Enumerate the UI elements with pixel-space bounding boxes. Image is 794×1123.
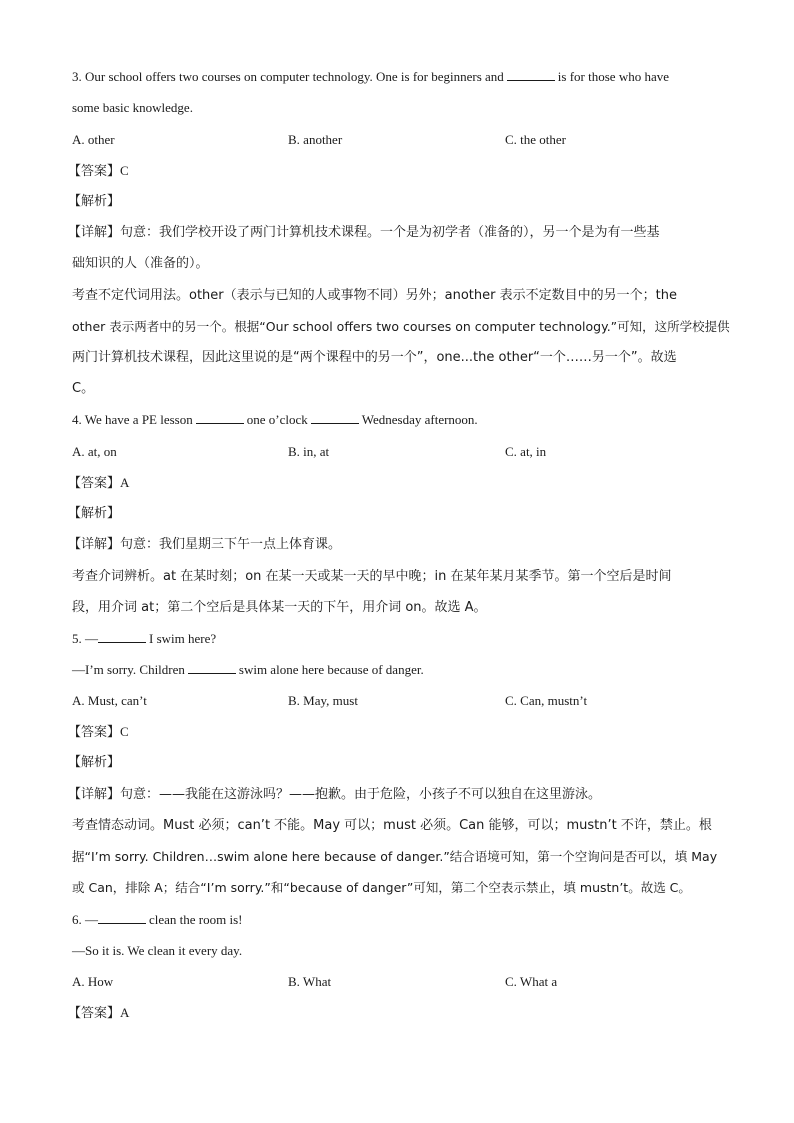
q4-detail-text1: 句意：我们星期三下午一点上体育课。 bbox=[120, 537, 342, 552]
q3-detail-line4: other 表示两者中的另一个。根据“Our school offers two courses on computer technology.”可知，这所学校提供 bbox=[72, 319, 730, 334]
q3-option-b: B. another bbox=[288, 132, 343, 147]
q3-detail-line1 bbox=[68, 225, 660, 241]
q6-answer bbox=[68, 1005, 129, 1022]
q5-detail-line4: 或 Can，排除 A；结合“I’m sorry.”和“because of danger”可知，第二个空表示禁止，填 mustn’t。故选 C。 bbox=[72, 880, 691, 895]
q5-analysis-tag: 【解析】 bbox=[68, 755, 121, 770]
q3-stem-line1 bbox=[72, 69, 669, 85]
q4-option-a: A. at, on bbox=[72, 444, 117, 459]
q3-detail-line3: 考查不定代词用法。other（表示与已知的人或事物不同）另外；another 表示不定数目中的另一个；the bbox=[72, 288, 677, 303]
q3-answer-value: C bbox=[120, 163, 129, 178]
q5-detail-line2: 考查情态动词。Must 必须；can’t 不能。May 可以；must 必须。Can 能够，可以；mustn’t 不许，禁止。根 bbox=[72, 818, 712, 833]
q6-stem-part2: clean the room is! bbox=[149, 912, 243, 927]
q4-detail-tag: 【详解】 bbox=[68, 537, 121, 552]
q4-detail-line3: 段，用介词 at；第二个空后是具体某一天的下午，用介词 on。故选 A。 bbox=[72, 600, 487, 615]
q3-detail-tag: 【详解】 bbox=[68, 225, 121, 240]
q4-blank-1 bbox=[196, 412, 244, 424]
q6-option-c: C. What a bbox=[505, 974, 558, 989]
q5-stem-part2: I swim here? bbox=[149, 631, 217, 646]
q6-blank bbox=[98, 912, 146, 924]
q3-detail-line2: 础知识的人（准备的）。 bbox=[72, 256, 209, 271]
q5-line2-part1: —I’m sorry. Children bbox=[72, 662, 185, 677]
q3-option-c: C. the other bbox=[505, 132, 567, 147]
q3-analysis-tag: 【解析】 bbox=[68, 194, 121, 209]
q3-option-a: A. other bbox=[72, 132, 115, 147]
q5-answer-value: C bbox=[120, 724, 129, 739]
q6-answer-tag: 【答案】 bbox=[68, 1006, 121, 1021]
q6-answer-value: A bbox=[120, 1005, 130, 1020]
q4-detail-line2: 考查介词辨析。at 在某时刻；on 在某一天或某一天的早中晚；in 在某年某月某季节。第一个空后是时间 bbox=[72, 569, 672, 584]
q6-line2: —So it is. We clean it every day. bbox=[72, 943, 243, 958]
q5-line2-part2: swim alone here because of danger. bbox=[238, 662, 424, 677]
q4-detail-line1 bbox=[68, 537, 341, 553]
q5-detail-line1 bbox=[68, 787, 601, 803]
q4-option-b: B. in, at bbox=[288, 444, 330, 459]
q6-option-b: B. What bbox=[288, 974, 332, 989]
q4-blank-2 bbox=[311, 412, 359, 424]
q5-stem-part1: 5. — bbox=[72, 631, 98, 646]
q3-stem-part1: 3. Our school offers two courses on computer technology. One is for beginners and bbox=[72, 69, 504, 84]
q4-answer-tag: 【答案】 bbox=[68, 476, 121, 491]
q3-stem-part2: is for those who have bbox=[557, 69, 669, 84]
q5-stem bbox=[72, 631, 216, 647]
q4-option-c: C. at, in bbox=[505, 444, 547, 459]
q3-detail-text1: 句意：我们学校开设了两门计算机技术课程。一个是为初学者（准备的），另一个是为有一些基 bbox=[120, 225, 660, 240]
q5-line2 bbox=[72, 662, 424, 678]
q4-stem-part3: Wednesday afternoon. bbox=[361, 412, 478, 427]
q6-stem-part1: 6. — bbox=[72, 912, 98, 927]
q4-answer bbox=[68, 475, 129, 492]
q5-answer bbox=[68, 724, 129, 741]
q3-detail-line6: C。 bbox=[72, 381, 95, 396]
q5-detail-text1: 句意：——我能在这游泳吗？——抱歉。由于危险，小孩子不可以独自在这里游泳。 bbox=[120, 787, 602, 802]
q4-stem bbox=[72, 412, 478, 428]
q5-blank-2 bbox=[188, 662, 236, 674]
q5-answer-tag: 【答案】 bbox=[68, 725, 121, 740]
q3-answer-tag: 【答案】 bbox=[68, 164, 121, 179]
q3-detail-line5: 两门计算机技术课程，因此这里说的是“两个课程中的另一个”，one...the other“一个……另一个”。故选 bbox=[72, 350, 677, 365]
q5-detail-tag: 【详解】 bbox=[68, 787, 121, 802]
q4-analysis-tag: 【解析】 bbox=[68, 506, 121, 521]
q5-option-b: B. May, must bbox=[288, 693, 358, 708]
q3-blank bbox=[507, 69, 555, 81]
q5-detail-line3: 据“I’m sorry. Children…swim alone here because of danger.”结合语境可知，第一个空询问是否可以，填 May bbox=[72, 849, 718, 864]
q4-stem-part2: one o’clock bbox=[246, 412, 308, 427]
q5-option-a: A. Must, can’t bbox=[72, 693, 147, 708]
q6-option-a: A. How bbox=[72, 974, 114, 989]
q4-stem-part1: 4. We have a PE lesson bbox=[72, 412, 193, 427]
q5-blank-1 bbox=[98, 631, 146, 643]
q5-option-c: C. Can, mustn’t bbox=[505, 693, 588, 708]
q6-stem bbox=[72, 912, 243, 928]
q3-stem-line2: some basic knowledge. bbox=[72, 100, 193, 115]
q4-answer-value: A bbox=[120, 475, 130, 490]
q3-answer bbox=[68, 163, 129, 180]
